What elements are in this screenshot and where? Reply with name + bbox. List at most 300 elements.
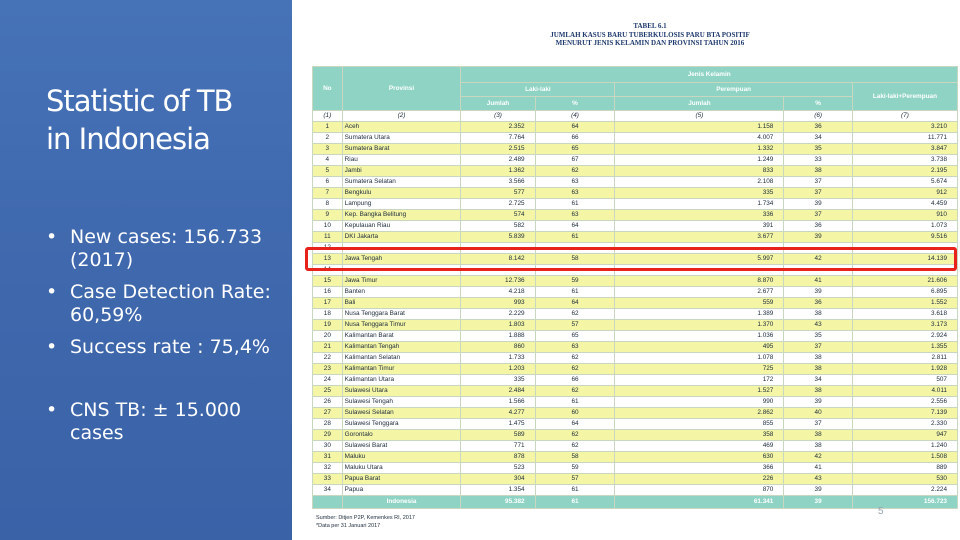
province-cell: Nusa Tenggara Barat <box>342 309 461 320</box>
bullet-new-cases: • New cases: 156.733 (2017) <box>46 226 263 271</box>
table-cell: 22 <box>313 353 343 364</box>
header-pct-laki: % <box>535 97 615 111</box>
table-cell: 12.736 <box>461 276 535 287</box>
table-cell: 39 <box>784 287 852 298</box>
table-cell: 2.515 <box>461 144 535 155</box>
table-cell: 14 <box>313 265 343 276</box>
total-cell: 95.382 <box>461 496 535 509</box>
index-cell: (3) <box>461 111 535 122</box>
table-caption-title: JUMLAH KASUS BARU TUBERKULOSIS PARU BTA POSITIF <box>550 30 750 39</box>
province-cell: Sulawesi Selatan <box>342 408 461 419</box>
index-cell: (4) <box>535 111 615 122</box>
table-cell: 1.036 <box>615 331 784 342</box>
table-cell: 1.527 <box>615 386 784 397</box>
table-cell: 33 <box>784 155 852 166</box>
table-cell: 870 <box>615 485 784 496</box>
table-cell: 38 <box>784 166 852 177</box>
table-cell: 1.928 <box>852 364 957 375</box>
table-cell: 33 <box>313 474 343 485</box>
table-cell: 34 <box>784 375 852 386</box>
table-cell: 304 <box>461 474 535 485</box>
table-cell: 61 <box>535 232 615 243</box>
table-cell: 25 <box>313 386 343 397</box>
table-total-row <box>313 496 958 509</box>
table-cell: 38 <box>784 309 852 320</box>
total-cell <box>313 496 343 509</box>
table-cell: 3.210 <box>852 122 957 133</box>
province-cell: Sumatera Utara <box>342 133 461 144</box>
table-cell: 469 <box>615 441 784 452</box>
province-cell: Bengkulu <box>342 188 461 199</box>
table-row <box>313 309 958 320</box>
table-cell: 1.389 <box>615 309 784 320</box>
table-cell: 14.139 <box>852 254 957 265</box>
table-cell: 16 <box>313 287 343 298</box>
table-cell: 35 <box>784 144 852 155</box>
table-cell: 60 <box>535 408 615 419</box>
table-cell: 11 <box>313 232 343 243</box>
table-cell: 3.677 <box>615 232 784 243</box>
table-cell: 12 <box>313 243 343 254</box>
province-cell: Riau <box>342 155 461 166</box>
table-cell: 5.997 <box>615 254 784 265</box>
table-cell: 2.556 <box>852 397 957 408</box>
table-cell: 64 <box>535 298 615 309</box>
table-cell: 1.475 <box>461 419 535 430</box>
table-cell: 1.803 <box>461 320 535 331</box>
table-cell: 9 <box>313 210 343 221</box>
index-cell: (5) <box>615 111 784 122</box>
table-cell: 63 <box>535 210 615 221</box>
table-row <box>313 342 958 353</box>
table-cell: 1.073 <box>852 221 957 232</box>
table-cell: 35 <box>784 331 852 342</box>
table-cell: 20 <box>313 331 343 342</box>
table-cell: 37 <box>784 210 852 221</box>
table-cell: 24 <box>313 375 343 386</box>
table-cell: 2.330 <box>852 419 957 430</box>
table-row <box>313 210 958 221</box>
table-cell: 1.354 <box>461 485 535 496</box>
source-line: Sumber: Ditjen P2P, Kemenkes RI, 2017 <box>316 515 415 521</box>
slide-title <box>46 82 286 158</box>
table-cell: 4.011 <box>852 386 957 397</box>
table-row <box>313 166 958 177</box>
table-row <box>313 397 958 408</box>
table-cell: 43 <box>784 474 852 485</box>
table-cell: 36 <box>784 298 852 309</box>
table-row <box>313 441 958 452</box>
table-cell: 66 <box>535 375 615 386</box>
table-cell: 1.078 <box>615 353 784 364</box>
slide-title-line-1: Statistic of TB <box>46 84 233 118</box>
table-cell: 335 <box>461 375 535 386</box>
slide-title-line-2: in Indonesia <box>46 122 210 156</box>
table-cell: 1.203 <box>461 364 535 375</box>
table-cell: 29 <box>313 430 343 441</box>
bullet-dot-icon: • <box>46 226 58 248</box>
province-cell: Bali <box>342 298 461 309</box>
table-cell: 61 <box>535 199 615 210</box>
table-row <box>313 364 958 375</box>
table-cell: 34 <box>784 133 852 144</box>
table-cell: 771 <box>461 441 535 452</box>
province-cell: Kalimantan Timur <box>342 364 461 375</box>
table-row <box>313 419 958 430</box>
table-cell: 62 <box>535 364 615 375</box>
table-cell: 7.764 <box>461 133 535 144</box>
table-cell: 2.677 <box>615 287 784 298</box>
table-cell: 57 <box>535 474 615 485</box>
table-cell: 63 <box>535 188 615 199</box>
table-cell: 990 <box>615 397 784 408</box>
table-cell: 878 <box>461 452 535 463</box>
table-cell: 2.924 <box>852 331 957 342</box>
table-cell: 1.734 <box>615 199 784 210</box>
table-cell: 62 <box>535 309 615 320</box>
table-cell: 66 <box>535 133 615 144</box>
table-cell: 8.142 <box>461 254 535 265</box>
table-cell: 889 <box>852 463 957 474</box>
province-cell: Papua Barat <box>342 474 461 485</box>
table-cell: 912 <box>852 188 957 199</box>
table-cell: 530 <box>852 474 957 485</box>
table-cell: 6 <box>313 177 343 188</box>
table-cell: 59 <box>535 276 615 287</box>
table-cell: 38 <box>784 430 852 441</box>
total-cell: 39 <box>784 496 852 509</box>
table-row <box>313 287 958 298</box>
table-cell: 172 <box>615 375 784 386</box>
table-cell: 64 <box>535 221 615 232</box>
table-caption-subtitle: MENURUT JENIS KELAMIN DAN PROVINSI TAHUN 2016 <box>555 39 745 47</box>
table-cell: 4.459 <box>852 199 957 210</box>
table-cell: 391 <box>615 221 784 232</box>
province-cell: Kep. Bangka Belitung <box>342 210 461 221</box>
table-cell: 7.139 <box>852 408 957 419</box>
bullet-case-detection-rate: • Case Detection Rate: 60,59% <box>46 281 271 326</box>
table-cell: 18 <box>313 309 343 320</box>
table-cell: 61 <box>535 397 615 408</box>
table-row <box>313 430 958 441</box>
province-cell: Kalimantan Barat <box>342 331 461 342</box>
table-cell: 2 <box>313 133 343 144</box>
table-cell: 39 <box>784 397 852 408</box>
table-cell: 64 <box>535 419 615 430</box>
bullet-dot-icon: • <box>46 281 58 303</box>
table-cell: 13 <box>313 254 343 265</box>
table-cell: 5.674 <box>852 177 957 188</box>
table-cell: 947 <box>852 430 957 441</box>
table-row <box>313 375 958 386</box>
table-row <box>313 144 958 155</box>
province-cell: Jawa Tengah <box>342 254 461 265</box>
table-cell: 58 <box>535 452 615 463</box>
table-cell: 358 <box>615 430 784 441</box>
table-cell: 335 <box>615 188 784 199</box>
table-cell: 57 <box>535 320 615 331</box>
province-cell: Papua <box>342 485 461 496</box>
table-row <box>313 276 958 287</box>
province-cell: Sumatera Barat <box>342 144 461 155</box>
table-row <box>313 353 958 364</box>
table-cell: 1.508 <box>852 452 957 463</box>
table-cell: 2.229 <box>461 309 535 320</box>
table-cell: 21 <box>313 342 343 353</box>
table-cell: 366 <box>615 463 784 474</box>
province-cell: Kalimantan Selatan <box>342 353 461 364</box>
table-cell: 61 <box>535 485 615 496</box>
table-row <box>313 320 958 331</box>
province-cell: Maluku Utara <box>342 463 461 474</box>
province-cell: Gorontalo <box>342 430 461 441</box>
table-cell: 17 <box>313 298 343 309</box>
table-cell: 38 <box>784 386 852 397</box>
province-cell: Aceh <box>342 122 461 133</box>
tb-cases-table <box>312 66 958 509</box>
table-cell: 30 <box>313 441 343 452</box>
table-cell: 336 <box>615 210 784 221</box>
province-cell: Sulawesi Utara <box>342 386 461 397</box>
table-cell: 19 <box>313 320 343 331</box>
table-cell: 59 <box>535 463 615 474</box>
table-cell: 1.332 <box>615 144 784 155</box>
table-cell: 41 <box>784 463 852 474</box>
table-cell: 39 <box>784 199 852 210</box>
left-panel <box>0 0 292 540</box>
table-row <box>313 221 958 232</box>
table-cell: 39 <box>784 485 852 496</box>
table-cell: 39 <box>784 232 852 243</box>
index-cell: (6) <box>784 111 852 122</box>
header-jumlah-perempuan: Jumlah <box>615 97 784 111</box>
index-cell: (7) <box>852 111 957 122</box>
table-row <box>313 474 958 485</box>
table-cell: 9.516 <box>852 232 957 243</box>
table-cell: 65 <box>535 144 615 155</box>
table-cell: 1.158 <box>615 122 784 133</box>
table-row <box>313 188 958 199</box>
table-cell: 3.738 <box>852 155 957 166</box>
table-cell: 62 <box>535 441 615 452</box>
province-cell: Jambi <box>342 166 461 177</box>
province-cell: Jawa Timur <box>342 276 461 287</box>
table-row <box>313 485 958 496</box>
table-row <box>313 232 958 243</box>
table-cell: 2.725 <box>461 199 535 210</box>
table-cell: 4.218 <box>461 287 535 298</box>
header-pct-perempuan: % <box>784 97 852 111</box>
index-cell: (2) <box>342 111 461 122</box>
index-cell: (1) <box>313 111 343 122</box>
table-cell: 725 <box>615 364 784 375</box>
table-cell: 4.277 <box>461 408 535 419</box>
table-cell: 37 <box>784 188 852 199</box>
table-cell: 1.566 <box>461 397 535 408</box>
bullet-cns-tb: • CNS TB: ± 15.000 cases <box>46 399 242 444</box>
table-cell: 860 <box>461 342 535 353</box>
table-cell: 62 <box>535 430 615 441</box>
table-cell: 31 <box>313 452 343 463</box>
province-cell: Sulawesi Tengah <box>342 397 461 408</box>
table-cell: 1.362 <box>461 166 535 177</box>
table-row <box>313 452 958 463</box>
table-cell: 8.870 <box>615 276 784 287</box>
table-cell: 38 <box>784 353 852 364</box>
table-row <box>313 199 958 210</box>
table-cell: 21.606 <box>852 276 957 287</box>
table-cell: 1 <box>313 122 343 133</box>
table-cell: 2.108 <box>615 177 784 188</box>
table-cell: 4 <box>313 155 343 166</box>
table-cell: 38 <box>784 364 852 375</box>
jawa-tengah-highlight-box <box>305 247 957 271</box>
table-cell: 58 <box>535 254 615 265</box>
table-cell: 28 <box>313 419 343 430</box>
header-jenis-kelamin: Jenis Kelamin <box>461 67 958 83</box>
table-cell: 37 <box>784 177 852 188</box>
table-cell: 8 <box>313 199 343 210</box>
table-cell: 6.895 <box>852 287 957 298</box>
table-cell: 1.888 <box>461 331 535 342</box>
province-cell: Kalimantan Tengah <box>342 342 461 353</box>
header-no: No <box>313 67 343 111</box>
table-source-note <box>316 514 415 530</box>
table-row <box>313 386 958 397</box>
bullet-list <box>46 226 286 454</box>
province-cell: Banten <box>342 287 461 298</box>
table-row <box>313 133 958 144</box>
table-cell: 1.370 <box>615 320 784 331</box>
total-cell: 61.341 <box>615 496 784 509</box>
data-date-line: *Data per 31 Januari 2017 <box>316 523 381 529</box>
table-cell: 34 <box>313 485 343 496</box>
province-cell: DKI Jakarta <box>342 232 461 243</box>
table-cell: 3.566 <box>461 177 535 188</box>
province-cell: Sulawesi Tenggara <box>342 419 461 430</box>
table-cell: 5.839 <box>461 232 535 243</box>
table-cell: 36 <box>784 122 852 133</box>
table-cell: 3 <box>313 144 343 155</box>
table-cell: 38 <box>784 441 852 452</box>
table-cell: 65 <box>535 331 615 342</box>
table-cell: 23 <box>313 364 343 375</box>
table-cell: 3.618 <box>852 309 957 320</box>
table-cell: 833 <box>615 166 784 177</box>
table-cell: 62 <box>535 353 615 364</box>
table-cell: 582 <box>461 221 535 232</box>
table-cell: 36 <box>784 221 852 232</box>
bullet-success-rate: • Success rate : 75,4% <box>46 336 270 358</box>
table-cell: 43 <box>784 320 852 331</box>
table-row <box>313 122 958 133</box>
table-cell: 630 <box>615 452 784 463</box>
table-cell: 40 <box>784 408 852 419</box>
table-cell: 4.007 <box>615 133 784 144</box>
table-cell: 11.771 <box>852 133 957 144</box>
table-caption-number: TABEL 6.1 <box>633 22 667 30</box>
table-cell: 61 <box>535 287 615 298</box>
table-cell: 2.195 <box>852 166 957 177</box>
table-cell: 2.862 <box>615 408 784 419</box>
table-cell: 10 <box>313 221 343 232</box>
table-row <box>313 298 958 309</box>
table-cell: 62 <box>535 386 615 397</box>
table-cell: 559 <box>615 298 784 309</box>
province-cell: Lampung <box>342 199 461 210</box>
table-cell: 507 <box>852 375 957 386</box>
table-row <box>313 408 958 419</box>
table-cell: 3.847 <box>852 144 957 155</box>
table-cell: 574 <box>461 210 535 221</box>
table-cell: 2.484 <box>461 386 535 397</box>
table-row <box>313 463 958 474</box>
table-cell: 37 <box>784 419 852 430</box>
table-row <box>313 155 958 166</box>
table-cell: 910 <box>852 210 957 221</box>
table-cell: 27 <box>313 408 343 419</box>
table-cell: 523 <box>461 463 535 474</box>
table-cell: 1.249 <box>615 155 784 166</box>
province-cell: Sumatera Selatan <box>342 177 461 188</box>
header-perempuan: Perempuan <box>615 83 852 97</box>
table-cell: 577 <box>461 188 535 199</box>
table-cell: 63 <box>535 177 615 188</box>
table-body <box>313 122 958 496</box>
table-caption <box>440 22 860 48</box>
total-cell: 61 <box>535 496 615 509</box>
table-cell: 855 <box>615 419 784 430</box>
table-cell: 41 <box>784 276 852 287</box>
table-cell: 26 <box>313 397 343 408</box>
table-cell: 2.811 <box>852 353 957 364</box>
table-cell: 42 <box>784 452 852 463</box>
table-cell: 37 <box>784 342 852 353</box>
index-row <box>313 111 958 122</box>
bullet-dot-icon: • <box>46 399 58 421</box>
table-cell: 1.733 <box>461 353 535 364</box>
table-cell: 64 <box>535 122 615 133</box>
table-cell: 1.355 <box>852 342 957 353</box>
table-cell: 5 <box>313 166 343 177</box>
province-cell: Kalimantan Utara <box>342 375 461 386</box>
table-cell: 1.552 <box>852 298 957 309</box>
table-cell: 63 <box>535 342 615 353</box>
table-cell: 67 <box>535 155 615 166</box>
table-cell: 993 <box>461 298 535 309</box>
header-laki-laki: Laki-laki <box>461 83 615 97</box>
table-cell: 2.352 <box>461 122 535 133</box>
total-label: Indonesia <box>342 496 461 509</box>
header-jumlah-laki: Jumlah <box>461 97 535 111</box>
province-cell: Nusa Tenggara Timur <box>342 320 461 331</box>
table-cell: 226 <box>615 474 784 485</box>
table-cell: 495 <box>615 342 784 353</box>
table-cell: 7 <box>313 188 343 199</box>
table-row <box>313 331 958 342</box>
header-provinsi: Provinsi <box>342 67 461 111</box>
header-total: Laki-laki+Perempuan <box>852 83 957 111</box>
table-cell: 42 <box>784 254 852 265</box>
bullet-dot-icon: • <box>46 336 58 358</box>
table-cell: 1.240 <box>852 441 957 452</box>
table-row <box>313 177 958 188</box>
table-cell: 15 <box>313 276 343 287</box>
table-cell: 589 <box>461 430 535 441</box>
table-cell: 62 <box>535 166 615 177</box>
table-cell: 32 <box>313 463 343 474</box>
slide-number: 5 <box>878 506 884 517</box>
